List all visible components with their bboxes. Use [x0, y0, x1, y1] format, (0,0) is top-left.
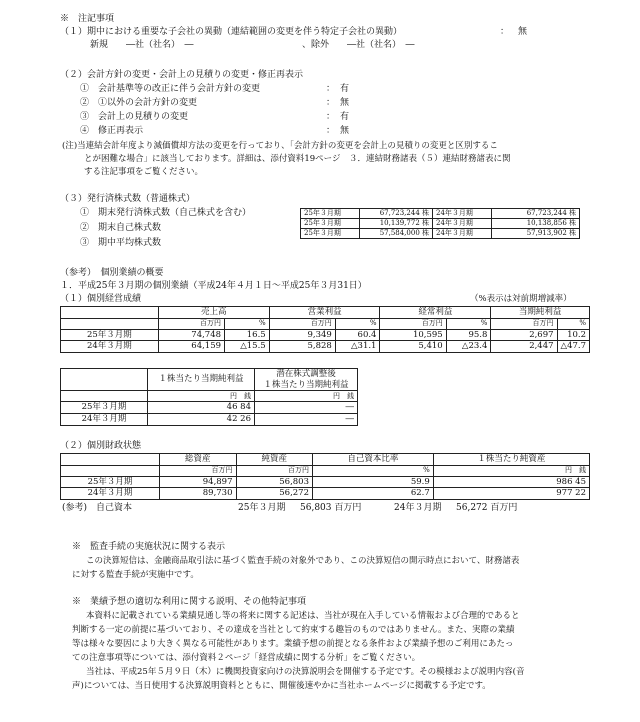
cell: 42 26: [148, 413, 255, 425]
equity-period-1: 25年３月期: [238, 503, 286, 513]
period: 25年３月期: [61, 476, 160, 488]
shares-table: [300, 208, 580, 239]
s2-note-line-2: とが困難な場合」に該当しております。詳細は、添付資料19ページ ３．連結財務諸表（５）連結財務諸表に関: [84, 154, 511, 164]
s2-item-1-label: ① 会計基準等の改正に伴う会計方針の変更: [80, 84, 261, 94]
cell: 2,697: [491, 329, 557, 341]
performance-table: [60, 306, 590, 353]
s1-new: 新規 ―社（社名） ―: [90, 40, 194, 50]
table-row: [61, 341, 590, 353]
shares-period: 24年３月期: [433, 229, 492, 239]
unit: %: [557, 318, 589, 329]
perf-heading: （１）個別経営成績: [60, 294, 142, 304]
s2-item-3-value: 有: [340, 112, 350, 122]
shares-period: 24年３月期: [433, 219, 492, 229]
cell: △23.4: [446, 341, 491, 353]
unit: 円 銭: [255, 391, 358, 402]
cell: 74,748: [158, 329, 224, 341]
s2-item-1-value: 有: [340, 84, 350, 94]
audit-text-line-1: この決算短信は、金融商品取引法に基づく監査手続の対象外であり、この決算短信の開示時点において、財務諸表: [86, 556, 520, 566]
shares-period: 25年３月期: [301, 229, 360, 239]
notes-title: ※ 注記事項: [60, 14, 115, 24]
forecast-line-5: 当社は、平成25年５月９日（木）に機関投資家向けの決算説明会を開催する予定です。その模様および説明内容(音: [86, 667, 525, 677]
s2-item-1-colon: ：: [326, 84, 336, 94]
unit: %: [313, 465, 434, 476]
cell: 60.4: [335, 329, 380, 341]
cell: 56,272: [236, 488, 313, 500]
shares-value: 57,584,000 株: [360, 229, 433, 239]
shares-period: 25年３月期: [301, 219, 360, 229]
unit: 百万円: [160, 465, 237, 476]
cell: 46 84: [148, 402, 255, 414]
col-net-income: 当期純利益: [491, 307, 590, 319]
table-row: [61, 369, 358, 380]
s1-removed: 、除外 ―社（社名） ―: [302, 40, 415, 50]
col-ordinary-income: 経常利益: [380, 307, 491, 319]
table-row: [61, 465, 590, 476]
shares-period: 25年３月期: [301, 209, 360, 219]
period: 24年３月期: [61, 341, 159, 353]
s2-item-4-colon: ：: [326, 126, 336, 136]
s3-heading: （３）発行済株式数（普通株式）: [60, 194, 196, 204]
forecast-line-4: ての注意事項等については、添付資料２ページ「経営成績に関する分析」をご覧ください。: [72, 653, 421, 663]
ref-subtitle: １．平成25年３月期の個別業績（平成24年４月１日～平成25年３月31日）: [60, 281, 367, 291]
fin-heading: （２）個別財政状態: [60, 441, 142, 451]
table-row: [301, 229, 580, 239]
unit: 百万円: [269, 318, 335, 329]
period: 24年３月期: [61, 488, 160, 500]
s2-item-3-colon: ：: [326, 112, 336, 122]
unit: 百万円: [491, 318, 557, 329]
cell: 2,447: [491, 341, 557, 353]
audit-heading: ※ 監査手続の実施状況に関する表示: [72, 542, 226, 552]
col-equity-ratio: 自己資本比率: [313, 454, 434, 466]
s2-heading: （２）会計方針の変更・会計上の見積りの変更・修正再表示: [60, 70, 304, 80]
forecast-line-6: 声)については、当日使用する決算説明資料とともに、開催後速やかに当社ホームページに掲載する予定です。: [72, 681, 491, 691]
equity-label: (参考) 自己資本: [62, 503, 133, 513]
forecast-line-3: 等は様々な要因により大きく異なる可能性があります。業績予想の前提となる条件および業績予想のご利用にあたっ: [72, 639, 514, 649]
s1-heading: （１）期中における重要な子会社の異動（連結範囲の変更を伴う特定子会社の異動）: [60, 27, 403, 37]
cell: 16.5: [225, 329, 270, 341]
cell: 64,159: [158, 341, 224, 353]
cell: △15.5: [225, 341, 270, 353]
table-row: [61, 488, 590, 500]
col-operating-income: 営業利益: [269, 307, 380, 319]
cell: 10.2: [557, 329, 589, 341]
table-row: [61, 402, 358, 414]
table-row: [61, 413, 358, 425]
cell: 89,730: [160, 488, 237, 500]
forecast-line-1: 本資料に記載されている業績見通し等の将来に関する記述は、当社が現在入手している情報および合理的であると: [86, 611, 520, 621]
col-net-assets: 純資産: [236, 454, 313, 466]
cell: 94,897: [160, 476, 237, 488]
table-row: [301, 209, 580, 219]
unit: 円 銭: [148, 391, 255, 402]
shares-value: 10,139,772 株: [360, 219, 433, 229]
cell: ―: [255, 402, 358, 414]
col-sales: 売上高: [158, 307, 269, 319]
s3-item-2-label: ② 期末自己株式数: [80, 223, 162, 233]
s2-item-2-colon: ：: [326, 98, 336, 108]
shares-value: 67,723,244 株: [360, 209, 433, 219]
s2-item-4-value: 無: [340, 126, 350, 136]
col-eps: １株当たり当期純利益: [148, 369, 255, 391]
ref-title: （参考） 個別業績の概要: [60, 268, 164, 278]
perf-note: （%表示は対前期増減率）: [470, 294, 572, 304]
cell: 95.8: [446, 329, 491, 341]
audit-text-line-2: に対する監査手続が実施中です。: [72, 570, 199, 580]
unit: %: [446, 318, 491, 329]
table-row: [61, 329, 590, 341]
cell: 59.9: [313, 476, 434, 488]
s2-item-3-label: ③ 会計上の見積りの変更: [80, 112, 189, 122]
financial-table: [60, 453, 590, 500]
equity-value-2: 56,272 百万円: [456, 503, 518, 513]
shares-value: 57,913,902 株: [492, 229, 580, 239]
period: 25年３月期: [61, 402, 148, 414]
table-row: [61, 391, 358, 402]
col-diluted-2: １株当たり当期純利益: [255, 380, 358, 391]
cell: 62.7: [313, 488, 434, 500]
s3-item-3-label: ③ 期中平均株式数: [80, 238, 162, 248]
s2-note-line-3: する注記事項をご覧ください。: [84, 167, 204, 177]
period: 24年３月期: [61, 413, 148, 425]
table-row: [301, 219, 580, 229]
table-row: [61, 476, 590, 488]
cell: 56,803: [236, 476, 313, 488]
table-row: [61, 318, 590, 329]
unit: 百万円: [158, 318, 224, 329]
s2-note-line-1: (注)当連結会計年度より減価償却方法の変更を行っており、「会計方針の変更を会計上の見積りの変更と区別するこ: [62, 141, 498, 151]
cell: 5,410: [380, 341, 446, 353]
s3-item-1-label: ① 期末発行済株式数（自己株式を含む）: [80, 208, 252, 218]
unit: 百万円: [380, 318, 446, 329]
unit: 円 銭: [433, 465, 589, 476]
table-row: [61, 454, 590, 466]
s2-item-2-label: ② ①以外の会計方針の変更: [80, 98, 198, 108]
unit: 百万円: [236, 465, 313, 476]
unit: %: [225, 318, 270, 329]
equity-value-1: 56,803 百万円: [300, 503, 362, 513]
cell: △47.7: [557, 341, 589, 353]
col-bps: １株当たり純資産: [433, 454, 589, 466]
s1-colon: ：: [500, 27, 510, 37]
cell: 977 22: [433, 488, 589, 500]
forecast-line-2: 判断する一定の前提に基づいており、その達成を当社として約束する趣旨のものではありません。また、実際の業績: [72, 625, 515, 635]
col-diluted-1: 潜在株式調整後: [255, 369, 358, 380]
unit: %: [335, 318, 380, 329]
s1-value: 無: [518, 27, 528, 37]
period: 25年３月期: [61, 329, 159, 341]
s2-item-4-label: ④ 修正再表示: [80, 126, 144, 136]
cell: 5,828: [269, 341, 335, 353]
col-total-assets: 総資産: [160, 454, 237, 466]
eps-table: [60, 368, 358, 426]
table-row: [61, 307, 590, 319]
cell: ―: [255, 413, 358, 425]
cell: 10,595: [380, 329, 446, 341]
s2-item-2-value: 無: [340, 98, 350, 108]
cell: 986 45: [433, 476, 589, 488]
shares-value: 67,723,244 株: [492, 209, 580, 219]
shares-period: 24年３月期: [433, 209, 492, 219]
cell: 9,349: [269, 329, 335, 341]
shares-value: 10,138,856 株: [492, 219, 580, 229]
cell: △31.1: [335, 341, 380, 353]
equity-period-2: 24年３月期: [394, 503, 442, 513]
forecast-heading: ※ 業績予想の適切な利用に関する説明、その他特記事項: [72, 597, 307, 607]
